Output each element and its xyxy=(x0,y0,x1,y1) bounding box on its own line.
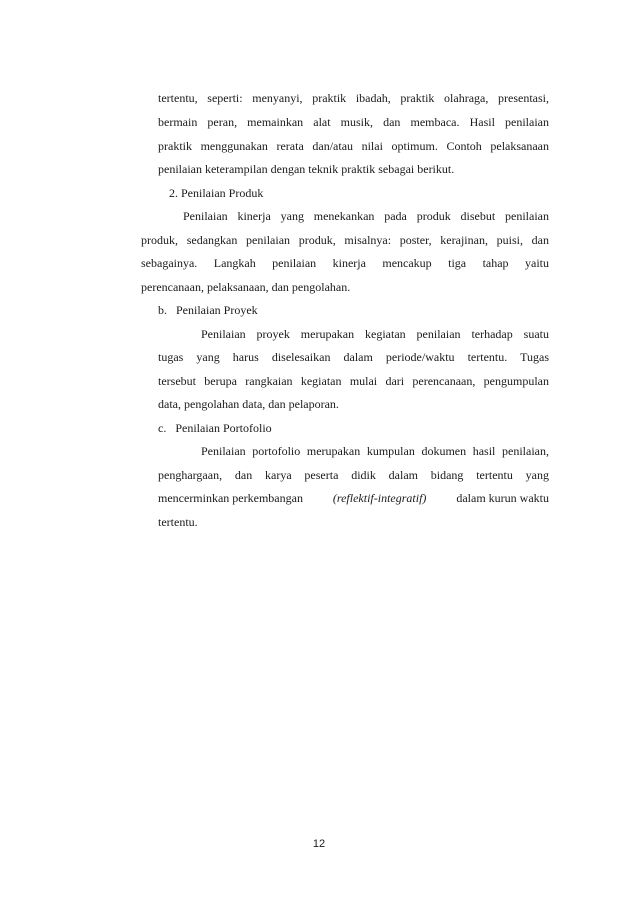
page-number: 12 xyxy=(312,838,326,850)
paragraph-line: Penilaian kinerja yang menekankan pada produk disebut penilaian xyxy=(183,209,549,223)
paragraph-line: bermain peran, memainkan alat musik, dan membaca. Hasil penilaian xyxy=(158,115,549,129)
paragraph-line: Penilaian portofolio merupakan kumpulan dokumen hasil penilaian, xyxy=(201,444,549,458)
paragraph-line: praktik menggunakan rerata dan/atau nilai optimum. Contoh pelaksanaan xyxy=(158,139,549,153)
italic-term: (reflektif-integratif) xyxy=(332,491,427,505)
section-heading-penilaian-portofolio: c. Penilaian Portofolio xyxy=(158,421,272,435)
paragraph-line: sebagainya. Langkah penilaian kinerja mencakup tiga tahap yaitu xyxy=(141,256,549,270)
paragraph-line: tersebut berupa rangkaian kegiatan mulai dari perencanaan, pengumpulan xyxy=(158,374,549,388)
paragraph-line: produk, sedangkan penilaian produk, misalnya: poster, kerajinan, puisi, dan xyxy=(141,233,549,247)
paragraph-line: data, pengolahan data, dan pelaporan. xyxy=(158,397,339,411)
paragraph-line: penilaian keterampilan dengan teknik praktik sebagai berikut. xyxy=(158,162,455,176)
paragraph-line: Penilaian proyek merupakan kegiatan penilaian terhadap suatu xyxy=(201,327,549,341)
paragraph-line: tertentu, seperti: menyanyi, praktik ibadah, praktik olahraga, presentasi, xyxy=(158,91,549,105)
section-heading-penilaian-proyek: b. Penilaian Proyek xyxy=(158,303,258,317)
text-run: mencerminkan perkembangan xyxy=(158,491,303,505)
paragraph-line: perencanaan, pelaksanaan, dan pengolahan. xyxy=(141,280,351,294)
paragraph-line: tertentu. xyxy=(158,515,198,529)
paragraph-line: tugas yang harus diselesaikan dalam periode/waktu tertentu. Tugas xyxy=(158,350,549,364)
paragraph-line xyxy=(158,491,549,505)
text-run: dalam kurun waktu xyxy=(456,491,549,505)
section-heading-penilaian-produk: 2. Penilaian Produk xyxy=(169,186,264,200)
paragraph-line: penghargaan, dan karya peserta didik dalam bidang tertentu yang xyxy=(158,468,549,482)
